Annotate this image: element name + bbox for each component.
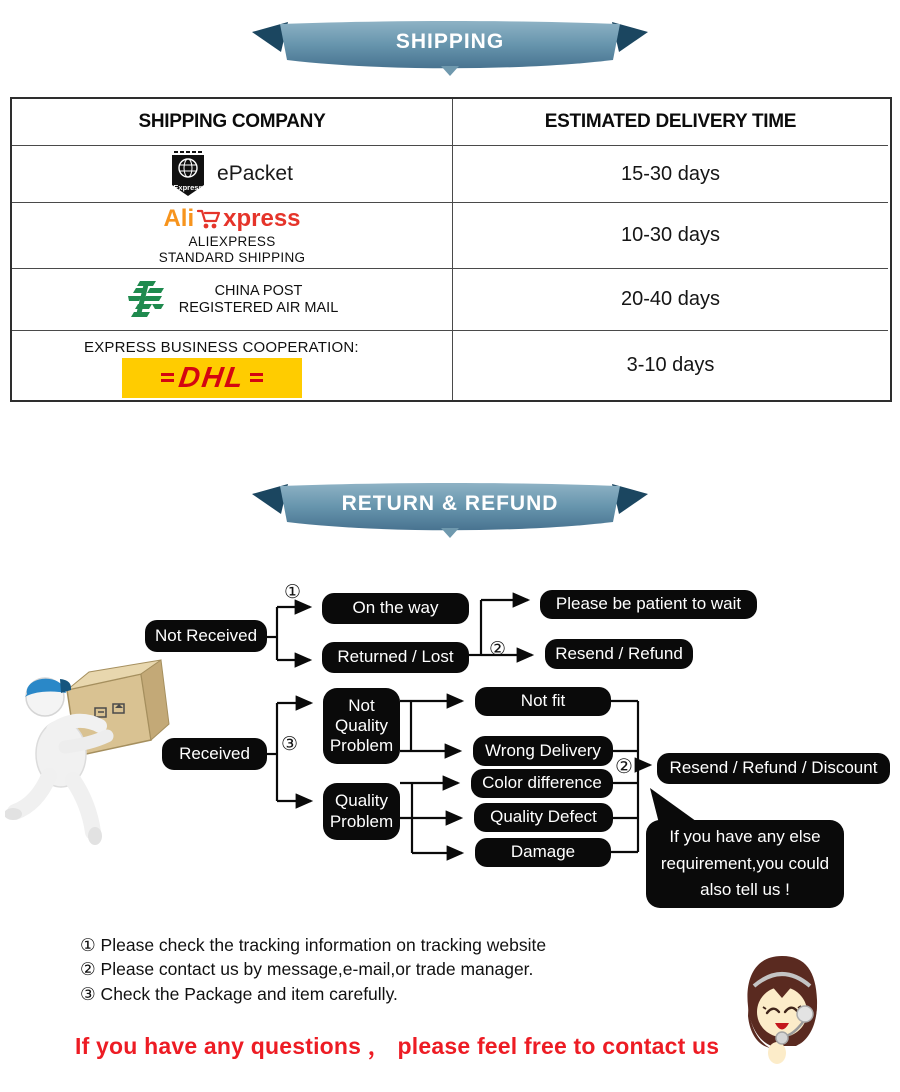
return-refund-flowchart [0, 555, 900, 935]
flow-node-received: Received [162, 738, 267, 770]
delivery-time-dhl: 3-10 days [626, 354, 715, 376]
flow-node-please-be-patient: Please be patient to wait [540, 590, 757, 619]
aliexpress-cart-icon [196, 206, 222, 230]
dhl-stripe-left [161, 373, 174, 384]
aliexpress-logo-ali: Ali [163, 204, 195, 232]
flow-node-color-difference: Color difference [471, 769, 613, 798]
table-row-epacket-company [12, 146, 453, 203]
flow-speech-bubble: If you have any else requirement,you could also tell us ! [646, 820, 844, 908]
flow-node-resend-refund-discount: Resend / Refund / Discount [657, 753, 890, 784]
chinapost-line1: CHINA POST [214, 282, 303, 299]
flow-step-label-2: ② [489, 639, 507, 660]
flow-node-returned-lost: Returned / Lost [322, 642, 469, 673]
dhl-stripe-right [250, 373, 263, 384]
flow-node-wrong-delivery: Wrong Delivery [473, 736, 613, 766]
note-1: ① Please check the tracking information on tracking website [80, 935, 547, 955]
dhl-logo [122, 358, 302, 398]
flow-step-label-2b: ② [615, 756, 633, 778]
table-header-company: SHIPPING COMPANY [12, 99, 453, 146]
epacket-logo-icon [171, 151, 205, 197]
table-header-delivery-time: ESTIMATED DELIVERY TIME [453, 99, 888, 146]
flow-node-damage: Damage [475, 838, 611, 867]
chevron-down-icon [441, 528, 459, 538]
shipping-banner-title: SHIPPING [395, 30, 505, 53]
delivery-time-epacket: 15-30 days [453, 146, 888, 203]
flowchart-notes [80, 933, 546, 1006]
support-agent-illustration [740, 952, 824, 1064]
flow-node-resend-refund: Resend / Refund [545, 639, 693, 669]
aliexpress-logo-xpress: xpress [223, 204, 301, 232]
contact-us-message: If you have any questions ， please feel free to contact us [75, 1033, 720, 1059]
return-refund-banner-title: RETURN & REFUND [341, 492, 559, 515]
flow-step-label-3: ③ [281, 734, 299, 755]
flow-node-quality-defect: Quality Defect [474, 803, 613, 832]
flow-node-not-received: Not Received [145, 620, 267, 652]
express-cooperation-label: EXPRESS BUSINESS COOPERATION: [84, 339, 359, 356]
epacket-label: ePacket [217, 162, 293, 185]
note-3: ③ Check the Package and item carefully. [80, 983, 398, 1004]
delivery-time-chinapost: 20-40 days [453, 269, 888, 331]
chinapost-line2: REGISTERED AIR MAIL [178, 299, 339, 316]
flow-node-not-fit: Not fit [475, 687, 611, 716]
flow-node-on-the-way: On the way [322, 593, 469, 624]
table-row-dhl-company [12, 331, 453, 400]
flow-node-not-quality-problem: Not Quality Problem [323, 688, 400, 764]
flow-step-label-1: ① [284, 582, 302, 603]
chevron-down-icon [441, 66, 459, 76]
note-2: ② Please contact us by message,e-mail,or trade manager. [80, 959, 534, 980]
shipping-table [10, 97, 892, 402]
dhl-logo-text: DHL [177, 361, 248, 394]
flow-node-quality-problem: Quality Problem [323, 783, 400, 840]
aliexpress-shipping-line2: STANDARD SHIPPING [158, 249, 306, 265]
delivery-time-aliexpress: 10-30 days [453, 203, 888, 269]
table-row-aliexpress-company [12, 203, 453, 269]
china-post-logo-icon [126, 279, 170, 321]
aliexpress-shipping-line1: ALIEXPRESS [188, 233, 276, 249]
table-row-chinapost-company [12, 269, 453, 331]
svg-text:Express: Express [173, 183, 203, 192]
aliexpress-logo [163, 206, 300, 231]
